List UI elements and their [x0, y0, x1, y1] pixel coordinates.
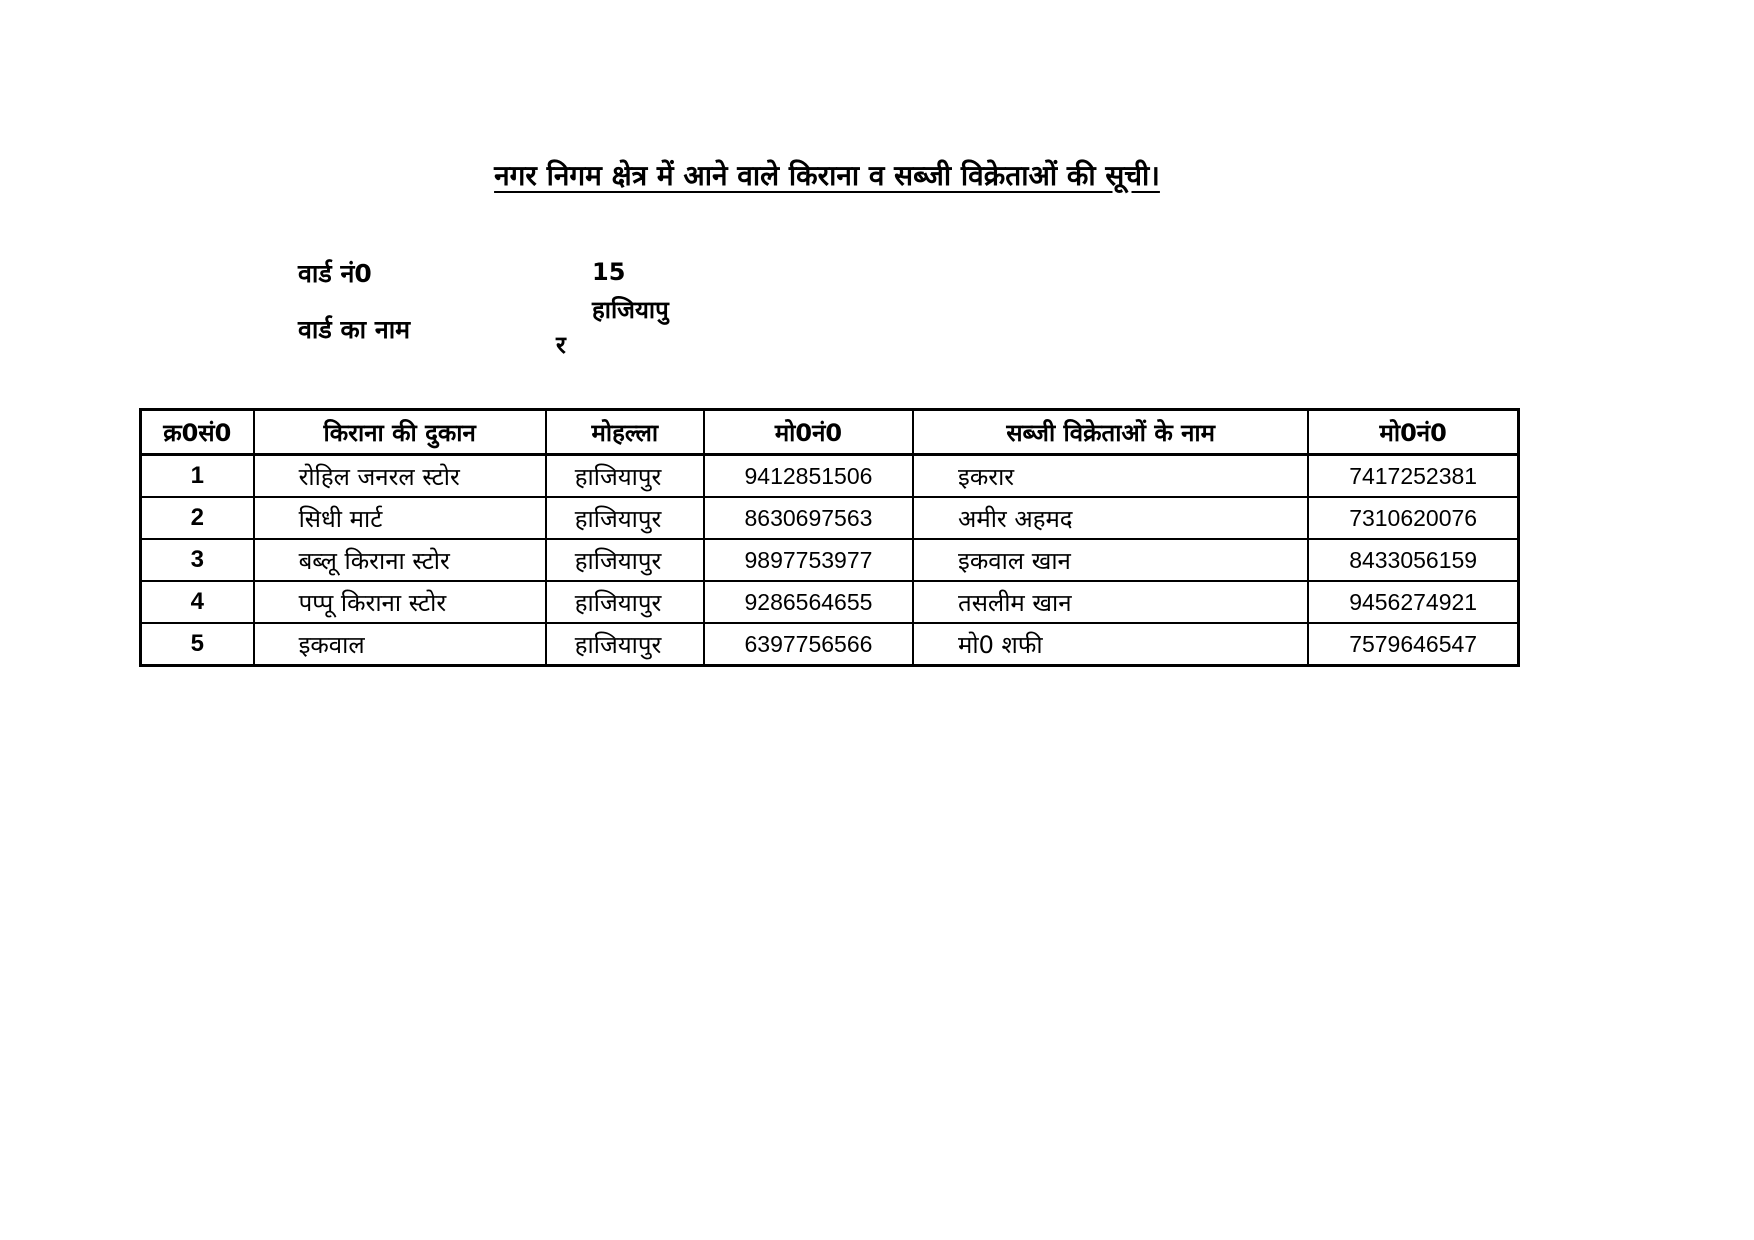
cell-vendor-mobile: 8433056159 — [1308, 539, 1518, 581]
cell-vendor-name: इकवाल खान — [913, 539, 1308, 581]
cell-serial: 4 — [141, 581, 254, 623]
cell-shop-mobile: 9286564655 — [704, 581, 913, 623]
cell-serial: 5 — [141, 623, 254, 666]
cell-shop: बब्लू किराना स्टोर — [254, 539, 546, 581]
ward-number-value: 15 — [592, 258, 626, 286]
cell-shop-mobile: 9897753977 — [704, 539, 913, 581]
page-title: नगर निगम क्षेत्र में आने वाले किराना व सब्जी विक्रेताओं की सूची। — [494, 159, 1160, 192]
table-row — [141, 497, 1519, 539]
header-mohalla: मोहल्ला — [546, 410, 704, 455]
table-row — [141, 623, 1519, 666]
header-vendor-name: सब्जी विक्रेताओं के नाम — [913, 410, 1308, 455]
cell-shop-mobile: 8630697563 — [704, 497, 913, 539]
cell-vendor-mobile: 7417252381 — [1308, 455, 1518, 498]
cell-mohalla: हाजियापुर — [546, 581, 704, 623]
cell-mohalla: हाजियापुर — [546, 497, 704, 539]
ward-name-value-line1: हाजियापु — [592, 296, 669, 324]
cell-shop: सिधी मार्ट — [254, 497, 546, 539]
cell-mohalla: हाजियापुर — [546, 455, 704, 498]
cell-vendor-name: मो0 शफी — [913, 623, 1308, 666]
table-row — [141, 581, 1519, 623]
cell-shop: पप्पू किराना स्टोर — [254, 581, 546, 623]
table-row — [141, 539, 1519, 581]
cell-serial: 2 — [141, 497, 254, 539]
header-vendor-mobile: मो0नं0 — [1308, 410, 1518, 455]
cell-mohalla: हाजियापुर — [546, 623, 704, 666]
header-shop-mobile: मो0नं0 — [704, 410, 913, 455]
cell-shop-mobile: 6397756566 — [704, 623, 913, 666]
ward-name-value-line2: र — [556, 331, 566, 359]
header-serial: क्र0सं0 — [141, 410, 254, 455]
cell-vendor-name: इकरार — [913, 455, 1308, 498]
cell-vendor-name: तसलीम खान — [913, 581, 1308, 623]
cell-shop: रोहिल जनरल स्टोर — [254, 455, 546, 498]
cell-vendor-mobile: 9456274921 — [1308, 581, 1518, 623]
cell-shop: इकवाल — [254, 623, 546, 666]
cell-vendor-name: अमीर अहमद — [913, 497, 1308, 539]
cell-serial: 3 — [141, 539, 254, 581]
table-header-row — [141, 410, 1519, 455]
cell-vendor-mobile: 7310620076 — [1308, 497, 1518, 539]
table-row — [141, 455, 1519, 498]
cell-vendor-mobile: 7579646547 — [1308, 623, 1518, 666]
cell-serial: 1 — [141, 455, 254, 498]
header-shop: किराना की दुकान — [254, 410, 546, 455]
cell-mohalla: हाजियापुर — [546, 539, 704, 581]
ward-number-label: वार्ड नं0 — [298, 259, 372, 288]
ward-name-label: वार्ड का नाम — [298, 315, 411, 344]
shop-vendor-table — [139, 408, 1520, 667]
cell-shop-mobile: 9412851506 — [704, 455, 913, 498]
